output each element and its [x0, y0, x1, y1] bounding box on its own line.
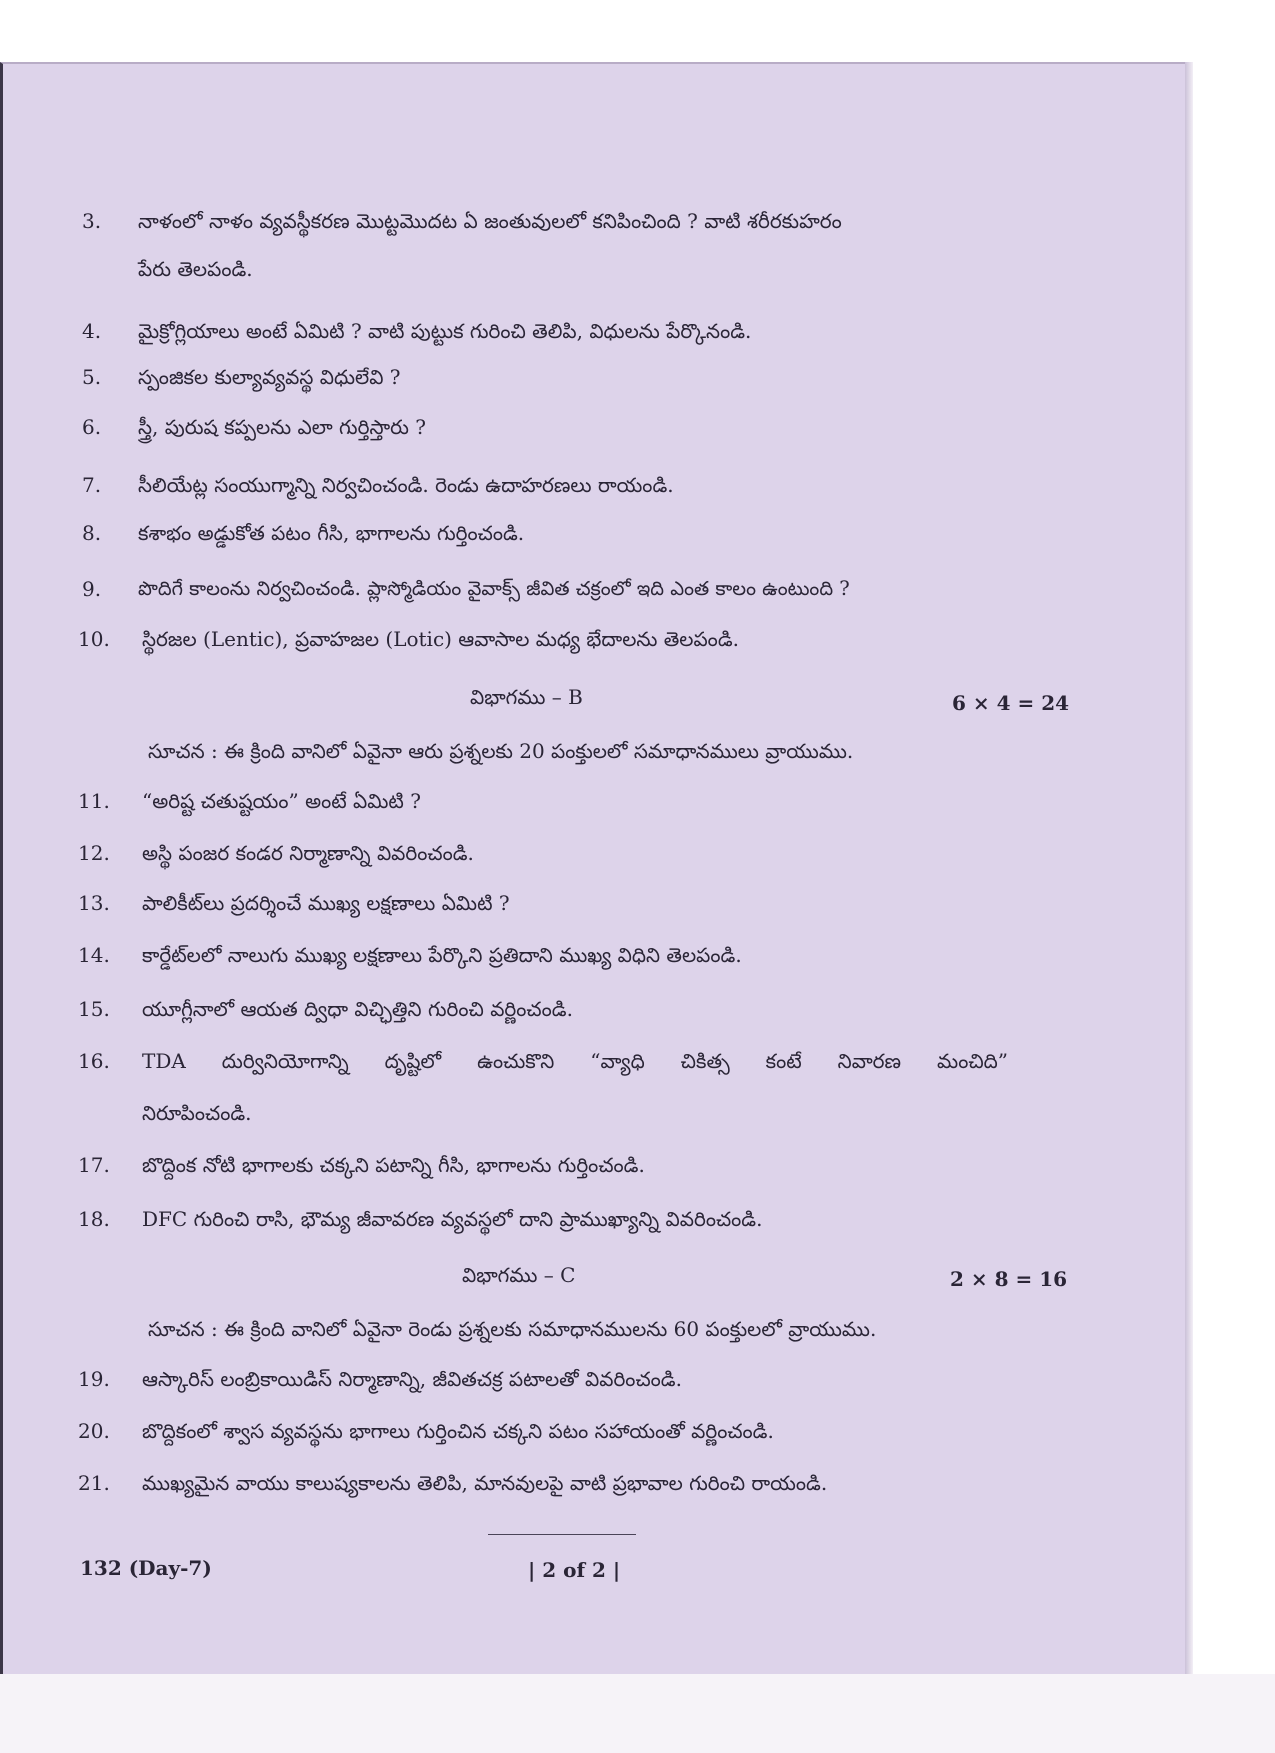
- footer-divider: [488, 1534, 636, 1535]
- question-number: 3.: [82, 209, 102, 233]
- scan-edge: [1185, 62, 1193, 1674]
- section-c-instruction: సూచన : ఈ క్రింది వానిలో ఏవైనా రెండు ప్రశ్నలకు సమాధానములను 60 పంక్తులలో వ్రాయుము.: [148, 1317, 877, 1341]
- paper-code: 132 (Day-7): [80, 1556, 212, 1580]
- section-b-marks: 6 × 4 = 24: [952, 691, 1070, 715]
- section-b-instruction: సూచన : ఈ క్రింది వానిలో ఏవైనా ఆరు ప్రశ్నలకు 20 పంక్తులలో సమాధానములు వ్రాయుము.: [148, 739, 854, 763]
- scan-margin: [0, 1674, 1275, 1753]
- section-c-marks: 2 × 8 = 16: [950, 1267, 1068, 1291]
- section-c-title: విభాగము – C: [462, 1263, 576, 1287]
- page-number: | 2 of 2 |: [528, 1558, 621, 1582]
- question-text: నాళంలో నాళం వ్యవస్థీకరణ మొట్టమొదట ఏ జంతువులలో కనిపించింది ? వాటి శరీరకుహరం పేరు తెలపండి.: [138, 209, 842, 281]
- section-b-title: విభాగము – B: [470, 685, 583, 709]
